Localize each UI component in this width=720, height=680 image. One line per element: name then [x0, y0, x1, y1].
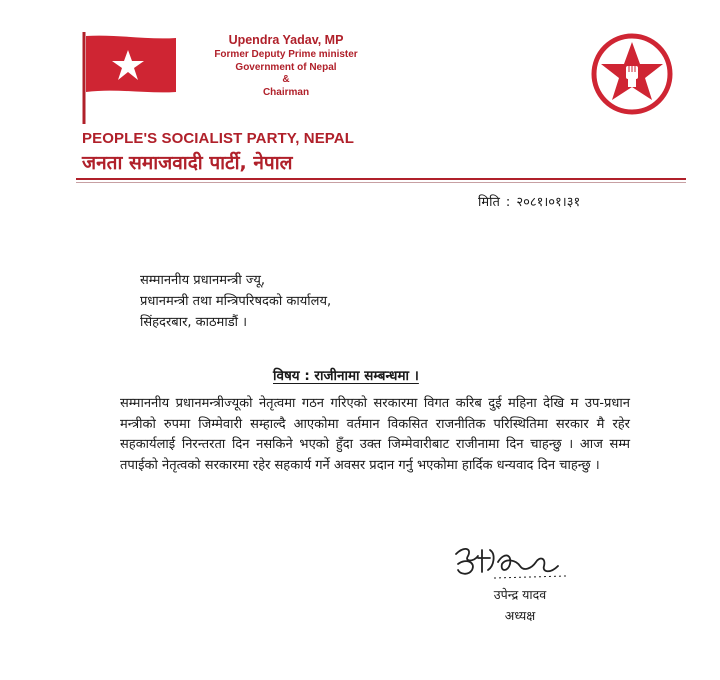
signatory-name: उपेन्द्र यादव: [493, 587, 547, 602]
handwritten-signature: [450, 540, 570, 586]
star-fist-emblem-icon: [590, 32, 674, 116]
recipient-line-2: प्रधानमन्त्री तथा मन्त्रिपरिषदको कार्यालय,: [140, 294, 332, 309]
party-name-english: PEOPLE'S SOCIALIST PARTY, NEPAL: [82, 130, 354, 147]
date-value: २०८१।०१।३१: [516, 195, 581, 210]
sender-title-line-3: &: [282, 74, 290, 85]
letter-body: सम्माननीय प्रधानमन्त्रीज्यूको नेतृत्वमा गठन गरिएको सरकारमा विगत करिब दुई महिना देखि म उप-प्रधान मन्त्रीको रुपमा जिम्मेवारी सम्हाल्दै आएकोमा वर्तमान विकसित राजनीतिक परिस्थितिमा सरकार मै रहेर सहकार्यलाई निरन्तरता दिन नसकिने भएको हुँदा उक्त जिम्मेवारीबाट राजीनामा दिन चाहन्छु । आज सम्म तपाईको नेतृत्वको सरकारमा रहेर सहकार्य गर्ने अवसर प्रदान गर्नु भएकोमा हार्दिक धन्यवाद दिन चाहन्छु ।: [120, 396, 630, 473]
letter-subject: विषय : राजीनामा सम्बन्धमा ।: [273, 368, 419, 384]
sender-title-line-2: Government of Nepal: [235, 61, 337, 73]
letterhead-divider-thin: [76, 182, 686, 183]
signatory-title: अध्यक्ष: [504, 608, 536, 623]
letter-date: [478, 192, 580, 210]
signatory-block: [470, 584, 570, 626]
recipient-line-3: सिंहदरबार, काठमाडौं ।: [140, 315, 248, 330]
recipient-address: [140, 270, 331, 333]
recipient-line-1: सम्माननीय प्रधानमन्त्री ज्यू,: [140, 273, 266, 288]
party-flag-icon: [76, 30, 186, 126]
date-separator: :: [505, 195, 511, 210]
letterhead-sender-block: [196, 32, 376, 99]
sender-title-line-1: Former Deputy Prime minister: [214, 49, 358, 60]
letterhead-divider: [76, 178, 686, 180]
letterhead: [0, 0, 720, 190]
sender-name: Upendra Yadav, MP: [228, 33, 344, 47]
party-name-nepali: जनता समाजवादी पार्टी, नेपाल: [82, 152, 293, 174]
sender-title-line-4: Chairman: [262, 86, 310, 98]
date-label: मिति: [478, 195, 500, 210]
